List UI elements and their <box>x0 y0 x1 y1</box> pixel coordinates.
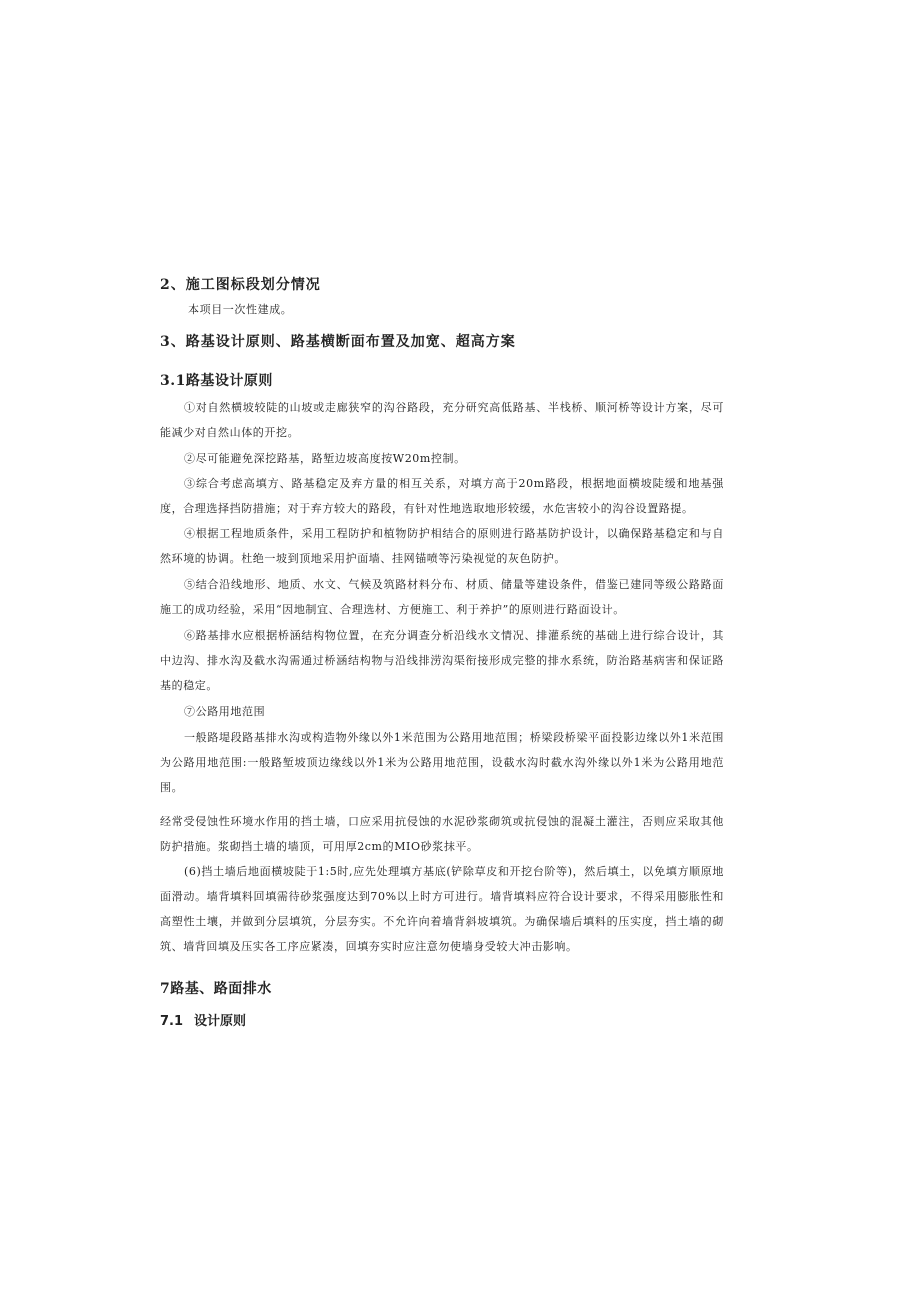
paragraph-2: 本项目一次性建成。 <box>188 303 293 316</box>
section-heading-7-1 <box>160 1010 724 1029</box>
section-heading-3: 3、路基设计原则、路基横断面布置及加宽、超高方案 <box>160 334 516 350</box>
paragraph-principle-1: ①对自然横坡较陡的山坡或走廊狭窄的沟谷路段，充分研究高低路基、半栈桥、顺河桥等设计方案，尽可能减少对自然山体的开挖。 <box>160 401 724 439</box>
section-number: 7.1 <box>160 1014 184 1029</box>
paragraph-retaining-wall: 经常受侵蚀性环境水作用的挡土墙，口应采用抗侵蚀的水泥砂浆砌筑或抗侵蚀的混凝土灌注，否则应采取其他防护措施。浆砌挡土墙的墙顶，可用厚2cm的MIO砂浆抹平。 <box>160 815 724 853</box>
paragraph-principle-6: ⑥路基排水应根据桥涵结构物位置，在充分调查分析沿线水文情况、排灌系统的基础上进行综合设计，其中边沟、排水沟及截水沟需通过桥涵结构物与沿线排涝沟渠衔接形成完整的排水系统，防治路基病害和保证路基的稳定。 <box>160 629 724 692</box>
section-heading-2: 2、施工图标段划分情况 <box>160 277 321 293</box>
paragraph-principle-3: ③综合考虑高填方、路基稳定及弃方量的相互关系，对填方高于20m路段，根据地面横坡陡缓和地基强度，合理选择挡防措施；对于弃方较大的路段，有针对性地选取地形较缓，水危害较小的沟谷设置路提。 <box>160 477 724 515</box>
paragraph-land-scope: 一般路堤段路基排水沟或构造物外缘以外1米范围为公路用地范围；桥梁段桥梁平面投影边缘以外1米范围为公路用地范围:一般路堑坡顶边缘线以外1米为公路用地范围，设截水沟时截水沟外缘以外1米为公路用地范围。 <box>160 731 724 794</box>
section-heading-7: 7路基、路面排水 <box>160 981 272 997</box>
paragraph-principle-2: ②尽可能避免深挖路基，路堑边坡高度按W20m控制。 <box>184 452 466 465</box>
section-title: 设计原则 <box>194 1014 247 1029</box>
paragraph-principle-4: ④根据工程地质条件，采用工程防护和植物防护相结合的原则进行路基防护设计，以确保路基稳定和与自然环境的协调。杜绝一坡到顶地采用护面墙、挂网锚喷等污染视觉的灰色防护。 <box>160 527 724 565</box>
paragraph-principle-5: ⑤结合沿线地形、地质、水文、气候及筑路材料分布、材质、储量等建设条件，借鉴已建同等级公路路面施工的成功经验，采用“因地制宜、合理选材、方便施工、利于养护”的原则进行路面设计。 <box>160 578 724 616</box>
section-heading-3-1: 3.1路基设计原则 <box>160 373 273 389</box>
paragraph-principle-7-title: ⑦公路用地范围 <box>184 705 266 718</box>
paragraph-backfill: (6)挡土墙后地面横坡陡于1:5时,应先处理填方基底(铲除草皮和开挖台阶等)，然后填土，以免填方顺原地面滑动。墙背填料回填需待砂浆强度达到70%以上时方可进行。墙背填料应符合设计要求，不得采用膨胀性和高塑性土壤，并做到分层填筑，分层夯实。不允许向着墙背斜坡填筑。为确保墙后填料的压实度，挡土墙的砌筑、墙背回填及压实各工序应紧凑，回填夯实时应注意勿使墙身受较大冲击影响。 <box>160 865 724 953</box>
